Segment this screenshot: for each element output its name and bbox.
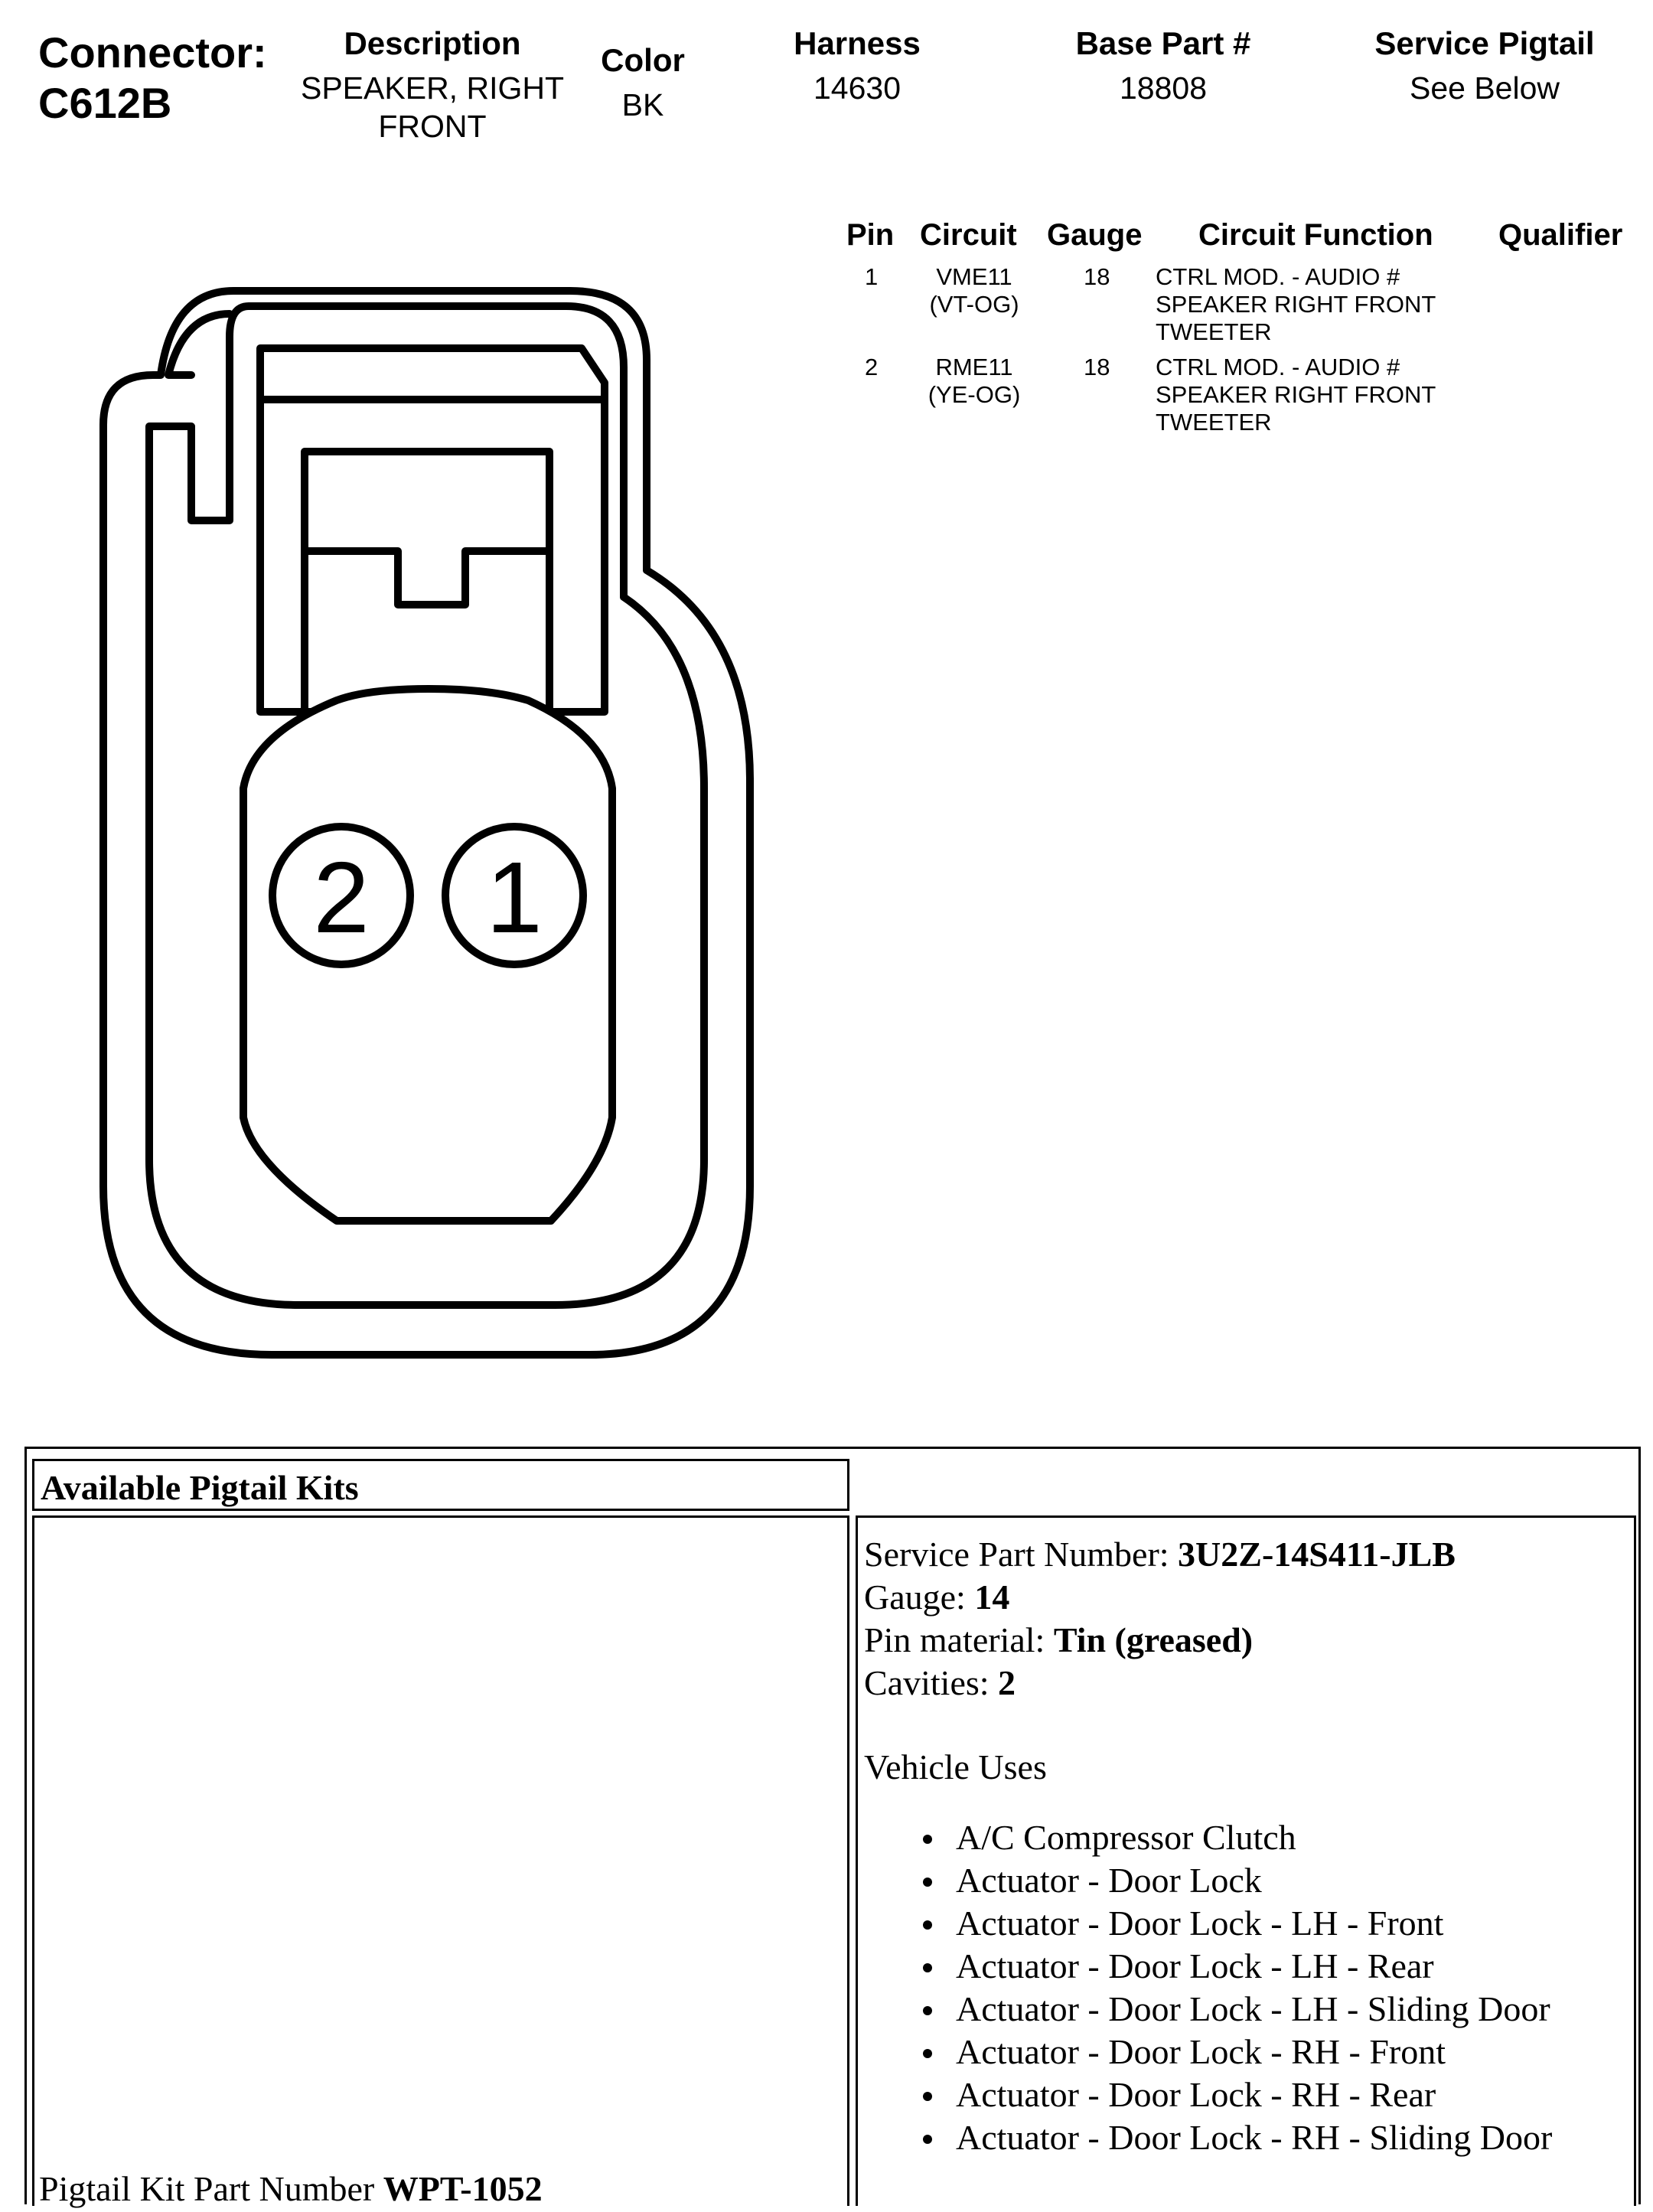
gauge-spec: [864, 1576, 1009, 1619]
cavities-label: Cavities:: [864, 1663, 999, 1702]
service-pigtail-column: [1332, 24, 1638, 107]
circuit-cell: [924, 354, 1024, 409]
pin-number: 1: [865, 263, 879, 290]
service-pigtail-heading: Service Pigtail: [1374, 25, 1595, 61]
pigtail-kit-details-cell: [856, 1515, 1636, 2206]
connector-face-diagram: [84, 276, 773, 1378]
circuit-function-line: CTRL MOD. - AUDIO #: [1156, 354, 1400, 380]
connector-title: [38, 28, 267, 129]
description-line1: SPEAKER, RIGHT: [300, 70, 564, 106]
harness-heading: Harness: [794, 25, 921, 61]
cavity-2-label: 2: [313, 841, 370, 954]
pin-material-value: Tin (greased): [1053, 1620, 1254, 1659]
circuit-cell: [924, 263, 1024, 318]
circuit-code: RME11: [935, 354, 1013, 380]
cavities-value: 2: [998, 1663, 1016, 1702]
vehicle-uses-heading: Vehicle Uses: [864, 1747, 1047, 1786]
pigtail-kit-part-number: [39, 2166, 543, 2212]
description-heading: Description: [344, 25, 521, 61]
circuit-function-line: SPEAKER RIGHT FRONT: [1156, 381, 1436, 408]
list-item: Actuator - Door Lock - RH - Rear: [864, 2073, 1552, 2116]
service-pigtail-value: See Below: [1409, 70, 1560, 106]
vehicle-uses-list: [864, 1816, 1552, 2159]
circuit-function-line: CTRL MOD. - AUDIO #: [1156, 263, 1400, 290]
terminal-block: [243, 689, 612, 1221]
circuit-code: VME11: [936, 263, 1012, 290]
harness-value: 14630: [813, 70, 901, 106]
pin-table-header-circuit: Circuit: [920, 218, 1017, 252]
harness-column: [765, 24, 949, 107]
pigtail-kit-part-value: WPT-1052: [383, 2169, 543, 2208]
cavities-spec: [864, 1662, 1016, 1705]
circuit-color: (VT-OG): [929, 291, 1019, 318]
list-item: Actuator - Door Lock - LH - Sliding Door: [864, 1988, 1552, 2031]
latch-window: [305, 452, 549, 605]
list-item: Actuator - Door Lock: [864, 1859, 1552, 1902]
pin-table-header-circuit-function: Circuit Function: [1198, 218, 1433, 252]
circuit-function-line: SPEAKER RIGHT FRONT: [1156, 291, 1436, 318]
list-item: Actuator - Door Lock - LH - Front: [864, 1902, 1552, 1945]
base-part-column: [1056, 24, 1270, 107]
circuit-function-line: TWEETER: [1156, 318, 1272, 345]
connector-id: C612B: [38, 79, 172, 127]
pin-table-header-gauge: Gauge: [1047, 218, 1143, 252]
pigtail-kit-left-cell: [32, 1515, 849, 2206]
gauge-label: Gauge:: [864, 1577, 975, 1617]
circuit-color: (YE-OG): [928, 381, 1021, 408]
color-heading: Color: [601, 42, 685, 78]
circuit-function-line: TWEETER: [1156, 409, 1272, 436]
connector-label: Connector:: [38, 28, 267, 77]
service-part-value: 3U2Z-14S411-JLB: [1178, 1535, 1456, 1574]
pin-table-header-pin: Pin: [846, 218, 895, 252]
service-part-label: Service Part Number:: [864, 1535, 1179, 1574]
description-column: [283, 24, 582, 145]
cavity-1-label: 1: [486, 841, 543, 954]
pigtail-kits-heading: Available Pigtail Kits: [41, 1468, 359, 1507]
list-item: Actuator - Door Lock - RH - Front: [864, 2031, 1552, 2073]
gauge-cell: 18: [1084, 354, 1110, 380]
list-item: Actuator - Door Lock - RH - Sliding Door: [864, 2116, 1552, 2159]
color-value: BK: [621, 87, 664, 122]
description-line2: FRONT: [378, 109, 487, 144]
pigtail-kits-header-cell: [32, 1459, 849, 1511]
service-part-number: [864, 1533, 1456, 1576]
pin-material-spec: [864, 1619, 1253, 1662]
pin-table-header-qualifier: Qualifier: [1498, 218, 1623, 252]
gauge-value: 14: [974, 1577, 1010, 1617]
circuit-function-cell: [1156, 354, 1436, 436]
base-part-heading: Base Part #: [1075, 25, 1251, 61]
circuit-function-cell: [1156, 263, 1436, 346]
pigtail-kit-part-label: Pigtail Kit Part Number: [39, 2169, 383, 2208]
list-item: Actuator - Door Lock - LH - Rear: [864, 1945, 1552, 1988]
color-column: [582, 41, 704, 124]
pin-material-label: Pin material:: [864, 1620, 1054, 1659]
gauge-cell: 18: [1084, 263, 1110, 290]
base-part-value: 18808: [1119, 70, 1207, 106]
pin-number: 2: [865, 354, 879, 380]
list-item: A/C Compressor Clutch: [864, 1816, 1552, 1859]
